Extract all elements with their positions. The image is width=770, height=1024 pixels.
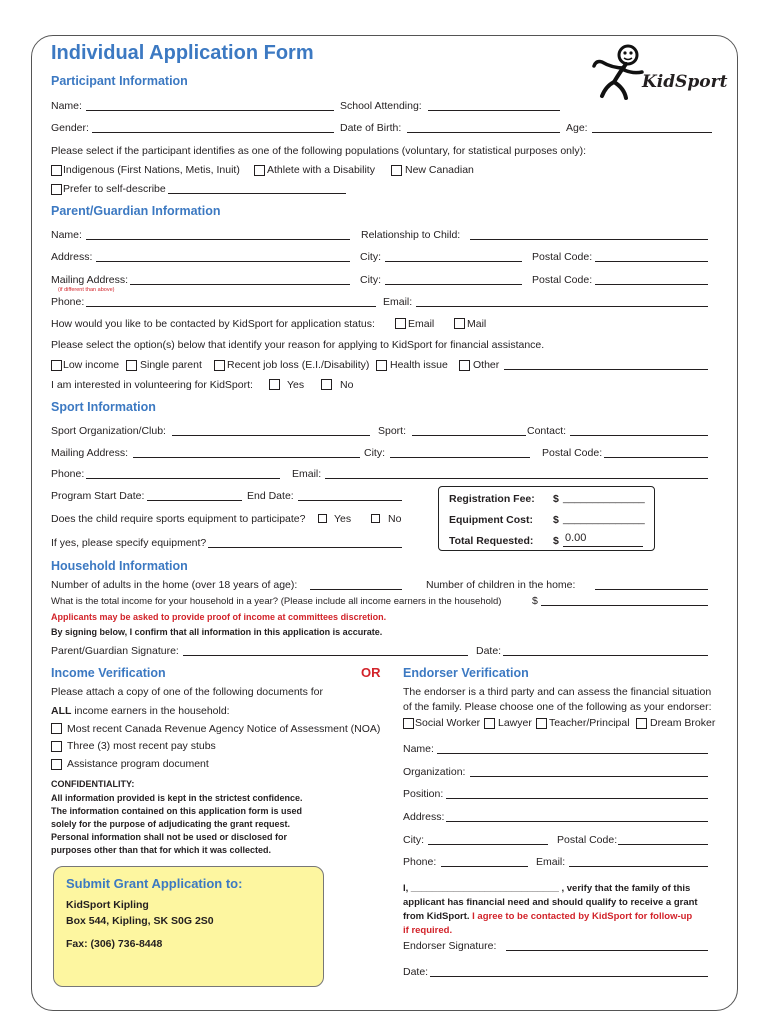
parent-postal-field[interactable] <box>595 261 708 262</box>
endorser-statement-1: I, ____________________________ , verify that the family of this <box>403 883 691 894</box>
start-date-label: Program Start Date: <box>51 490 145 502</box>
volunteer-no-label: No <box>340 379 354 391</box>
endorser-org-field[interactable] <box>470 776 708 777</box>
submit-line-1: KidSport Kipling <box>66 899 149 911</box>
total-requested-underline <box>563 546 643 547</box>
assistance-label: Assistance program document <box>67 758 209 770</box>
income-instructions-rest: income earners in the household: <box>71 705 230 717</box>
age-field[interactable] <box>592 132 712 133</box>
parent-postal2-label: Postal Code: <box>532 274 593 286</box>
guardian-signature-field[interactable] <box>183 655 468 656</box>
teacher-checkbox[interactable] <box>536 718 547 729</box>
submit-fax: Fax: (306) 736-8448 <box>66 938 163 950</box>
lawyer-label: Lawyer <box>498 717 532 729</box>
new-canadian-label: New Canadian <box>405 164 474 176</box>
other-field[interactable] <box>504 369 708 370</box>
endorser-position-label: Position: <box>403 788 444 800</box>
disability-checkbox[interactable] <box>254 165 265 176</box>
parent-email-field[interactable] <box>416 306 708 307</box>
parent-postal-label: Postal Code: <box>532 251 593 263</box>
endorser-org-label: Organization: <box>403 766 466 778</box>
submit-line-2: Box 544, Kipling, SK S0G 2S0 <box>66 915 214 927</box>
endorser-address-label: Address: <box>403 811 445 823</box>
parent-city2-field[interactable] <box>385 284 522 285</box>
equipment-yes-checkbox[interactable] <box>318 514 327 523</box>
submit-heading: Submit Grant Application to: <box>66 876 243 891</box>
other-label: Other <box>473 359 500 371</box>
endorser-date-field[interactable] <box>430 976 708 977</box>
guardian-signature-label: Parent/Guardian Signature: <box>51 645 179 657</box>
pay-stubs-label: Three (3) most recent pay stubs <box>67 740 216 752</box>
participant-name-label: Name: <box>51 100 82 112</box>
parent-phone-field[interactable] <box>86 306 376 307</box>
self-describe-checkbox[interactable] <box>51 184 62 195</box>
self-describe-field[interactable] <box>168 193 346 194</box>
dream-broker-label: Dream Broker <box>650 717 716 729</box>
sport-org-field[interactable] <box>172 435 370 436</box>
assistance-checkbox[interactable] <box>51 759 62 770</box>
low-income-checkbox[interactable] <box>51 360 62 371</box>
volunteer-prompt: I am interested in volunteering for KidSport: <box>51 379 253 391</box>
income-prompt: What is the total income for your household in a year? (Please include all income earners in the household) <box>51 596 502 607</box>
dream-broker-checkbox[interactable] <box>636 718 647 729</box>
endorser-phone-field[interactable] <box>441 866 528 867</box>
household-heading: Household Information <box>51 559 188 573</box>
social-worker-label: Social Worker <box>415 717 481 729</box>
new-canadian-checkbox[interactable] <box>391 165 402 176</box>
endorser-postal-label: Postal Code: <box>557 834 618 846</box>
gender-field[interactable] <box>92 132 334 133</box>
contact-email-label: Email <box>408 318 435 330</box>
equipment-no-label: No <box>388 513 402 525</box>
single-parent-checkbox[interactable] <box>126 360 137 371</box>
parent-mailing-label: Mailing Address: <box>51 274 129 286</box>
endorser-heading: Endorser Verification <box>403 666 529 680</box>
teacher-label: Teacher/Principal <box>549 717 630 729</box>
registration-fee-dollar: $ <box>553 493 559 505</box>
proof-note: Applicants may be asked to provide proof of income at committees discretion. <box>51 612 387 622</box>
total-requested-label: Total Requested: <box>449 535 534 547</box>
volunteer-yes-checkbox[interactable] <box>269 379 280 390</box>
populations-prompt: Please select if the participant identifies as one of the following populations (voluntary, for statistical purposes only): <box>51 145 587 157</box>
endorser-intro-2: of the family. Please choose one of the following as your endorser: <box>403 701 712 713</box>
endorser-email-field[interactable] <box>569 866 708 867</box>
sport-postal-label: Postal Code: <box>542 447 603 459</box>
children-label: Number of children in the home: <box>426 579 576 591</box>
income-instructions-2 <box>51 705 230 717</box>
guardian-date-field[interactable] <box>503 655 708 656</box>
job-loss-label: Recent job loss (E.I./Disability) <box>227 359 370 371</box>
total-requested-value[interactable]: 0.00 <box>565 532 587 544</box>
noa-label: Most recent Canada Revenue Agency Notice of Assessment (NOA) <box>67 723 381 735</box>
equipment-no-checkbox[interactable] <box>371 514 380 523</box>
endorser-name-label: Name: <box>403 743 434 755</box>
contact-mail-checkbox[interactable] <box>454 318 465 329</box>
sport-field[interactable] <box>412 435 526 436</box>
equipment-cost-dollar: $ <box>553 514 559 526</box>
endorser-statement-3a: from KidSport. <box>403 911 470 922</box>
participant-name-field[interactable] <box>86 110 334 111</box>
guardian-date-label: Date: <box>476 645 502 657</box>
volunteer-no-checkbox[interactable] <box>321 379 332 390</box>
parent-email-label: Email: <box>383 296 413 308</box>
mailing-note: (if different than above) <box>58 287 115 293</box>
equipment-cost-label: Equipment Cost: <box>449 514 533 526</box>
endorser-statement-2: applicant has financial need and should qualify to receive a grant <box>403 897 698 908</box>
income-field[interactable] <box>541 605 708 606</box>
endorser-phone-label: Phone: <box>403 856 437 868</box>
equipment-specify-label: If yes, please specify equipment? <box>51 537 207 549</box>
endorser-position-field[interactable] <box>446 798 708 799</box>
sport-phone-field[interactable] <box>86 478 280 479</box>
endorser-statement-4: if required. <box>403 925 453 936</box>
contact-email-checkbox[interactable] <box>395 318 406 329</box>
parent-postal2-field[interactable] <box>595 284 708 285</box>
endorser-name-field[interactable] <box>437 753 708 754</box>
parent-address-field[interactable] <box>96 261 350 262</box>
lawyer-checkbox[interactable] <box>484 718 495 729</box>
equipment-yes-label: Yes <box>334 513 352 525</box>
parent-city2-label: City: <box>360 274 381 286</box>
endorser-signature-field[interactable] <box>506 950 708 951</box>
indigenous-checkbox[interactable] <box>51 165 62 176</box>
confirm-statement: By signing below, I confirm that all information in this application is accurate. <box>51 627 383 637</box>
endorser-email-label: Email: <box>536 856 566 868</box>
endorser-date-label: Date: <box>403 966 429 978</box>
sport-org-label: Sport Organization/Club: <box>51 425 166 437</box>
confidentiality-line-5: purposes other than that for which it was collected. <box>51 845 272 855</box>
pay-stubs-checkbox[interactable] <box>51 741 62 752</box>
income-instructions: Please attach a copy of one of the following documents for <box>51 686 324 698</box>
relationship-label: Relationship to Child: <box>361 229 461 241</box>
dob-field[interactable] <box>407 132 560 133</box>
parent-city-label: City: <box>360 251 381 263</box>
parent-address-label: Address: <box>51 251 93 263</box>
endorser-intro-1: The endorser is a third party and can assess the financial situation <box>403 686 712 698</box>
self-describe-label: Prefer to self-describe <box>63 183 166 195</box>
equipment-prompt: Does the child require sports equipment to participate? <box>51 513 306 525</box>
school-label: School Attending: <box>340 100 422 112</box>
sport-email-field[interactable] <box>325 478 708 479</box>
sport-city-field[interactable] <box>390 457 530 458</box>
indigenous-label: Indigenous (First Nations, Metis, Inuit) <box>63 164 240 176</box>
school-field[interactable] <box>428 110 560 111</box>
endorser-address-field[interactable] <box>446 821 708 822</box>
relationship-field[interactable] <box>470 239 708 240</box>
confidentiality-line-3: solely for the purpose of adjudicating the grant request. <box>51 819 291 829</box>
parent-name-label: Name: <box>51 229 82 241</box>
endorser-statement-3b: I agree to be contacted by KidSport for follow-up <box>469 911 693 922</box>
equipment-specify-field[interactable] <box>208 547 402 548</box>
parent-phone-label: Phone: <box>51 296 85 308</box>
confidentiality-line-1: All information provided is kept in the strictest confidence. <box>51 793 303 803</box>
equipment-cost-field[interactable]: ______________ <box>563 513 645 525</box>
or-divider: OR <box>361 665 381 680</box>
age-label: Age: <box>566 122 588 134</box>
sport-email-label: Email: <box>292 468 322 480</box>
health-issue-checkbox[interactable] <box>376 360 387 371</box>
health-issue-label: Health issue <box>390 359 448 371</box>
registration-fee-field[interactable]: ______________ <box>563 492 645 504</box>
confidentiality-line-2: The information contained on this application form is used <box>51 806 303 816</box>
disability-label: Athlete with a Disability <box>267 164 375 176</box>
job-loss-checkbox[interactable] <box>214 360 225 371</box>
sport-contact-field[interactable] <box>570 435 708 436</box>
single-parent-label: Single parent <box>140 359 202 371</box>
confidentiality-line-4: Personal information shall not be used or disclosed for <box>51 832 288 842</box>
gender-label: Gender: <box>51 122 89 134</box>
dob-label: Date of Birth: <box>340 122 402 134</box>
confidentiality-title: CONFIDENTIALITY: <box>51 779 135 789</box>
social-worker-checkbox[interactable] <box>403 718 414 729</box>
children-field[interactable] <box>595 589 708 590</box>
endorser-statement-3 <box>403 911 692 922</box>
income-dollar: $ <box>532 595 538 607</box>
sport-postal-field[interactable] <box>604 457 708 458</box>
all-emphasis: ALL <box>51 705 72 717</box>
endorser-signature-label: Endorser Signature: <box>403 940 497 952</box>
sport-heading: Sport Information <box>51 400 156 414</box>
sport-contact-label: Contact: <box>527 425 567 437</box>
sport-city-label: City: <box>364 447 385 459</box>
end-date-field[interactable] <box>298 500 402 501</box>
logo-wordmark: KidSport <box>642 72 728 92</box>
contact-prompt: How would you like to be contacted by KidSport for application status: <box>51 318 375 330</box>
parent-city-field[interactable] <box>385 261 522 262</box>
other-checkbox[interactable] <box>459 360 470 371</box>
kidsport-logo <box>584 42 728 102</box>
start-date-field[interactable] <box>147 500 242 501</box>
adults-field[interactable] <box>310 589 402 590</box>
endorser-city-label: City: <box>403 834 424 846</box>
endorser-postal-field[interactable] <box>618 844 708 845</box>
income-verification-heading: Income Verification <box>51 666 166 680</box>
volunteer-yes-label: Yes <box>287 379 305 391</box>
participant-heading: Participant Information <box>51 74 188 88</box>
registration-fee-label: Registration Fee: <box>449 493 535 505</box>
reason-prompt: Please select the option(s) below that identify your reason for applying to KidSport for financial assistance. <box>51 339 545 351</box>
endorser-city-field[interactable] <box>428 844 548 845</box>
sport-label: Sport: <box>378 425 407 437</box>
total-requested-dollar: $ <box>553 535 559 547</box>
adults-label: Number of adults in the home (over 18 years of age): <box>51 579 298 591</box>
page-title: Individual Application Form <box>51 42 314 64</box>
sport-mailing-label: Mailing Address: <box>51 447 129 459</box>
end-date-label: End Date: <box>247 490 294 502</box>
sport-phone-label: Phone: <box>51 468 85 480</box>
low-income-label: Low income <box>63 359 120 371</box>
parent-mailing-field[interactable] <box>130 284 350 285</box>
sport-mailing-field[interactable] <box>133 457 360 458</box>
contact-mail-label: Mail <box>467 318 487 330</box>
parent-heading: Parent/Guardian Information <box>51 204 221 218</box>
parent-name-field[interactable] <box>86 239 350 240</box>
noa-checkbox[interactable] <box>51 723 62 734</box>
